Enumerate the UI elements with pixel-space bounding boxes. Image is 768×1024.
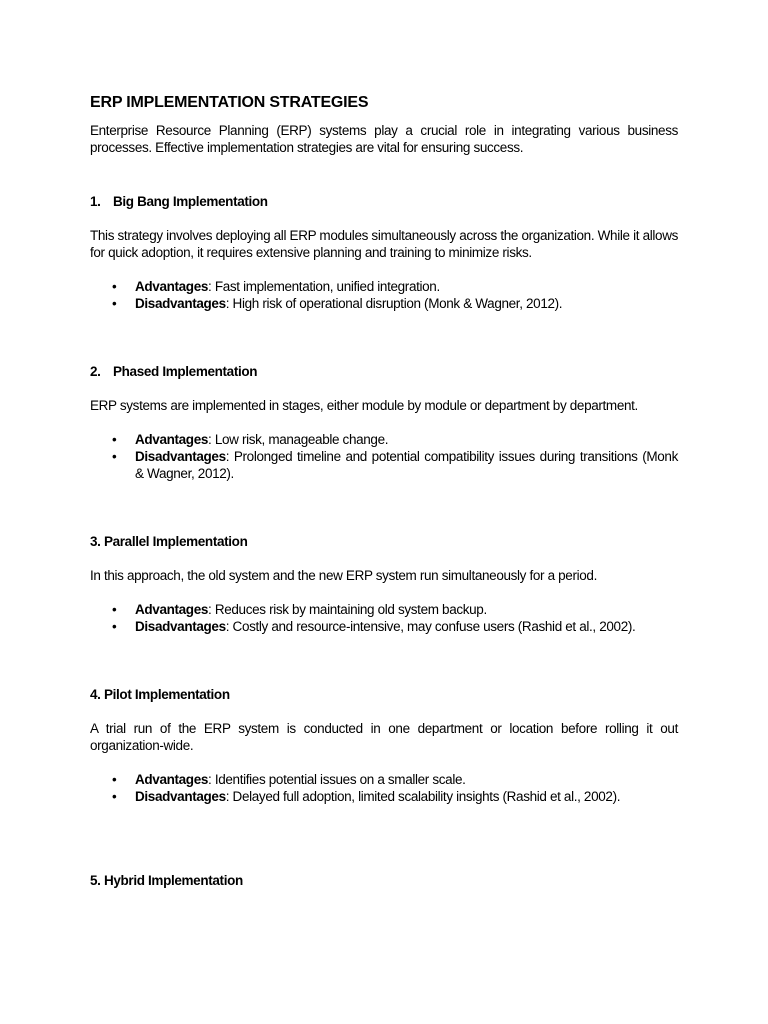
advantages-label: Advantages <box>135 279 209 294</box>
disadvantages-label: Disadvantages <box>135 449 226 464</box>
section-number: 1. <box>90 194 101 209</box>
list-item-advantages <box>135 771 678 788</box>
section-number: 5. <box>90 873 101 888</box>
list-item-advantages <box>135 278 678 295</box>
intro-paragraph: Enterprise Resource Planning (ERP) systems play a crucial role in integrating various business processes. Effective implementation strategies are vital for ensuring success. <box>90 123 678 155</box>
advantages-label: Advantages <box>135 772 209 787</box>
section-heading-parallel <box>90 533 678 550</box>
list-item-advantages <box>135 431 678 448</box>
document-title: ERP IMPLEMENTATION STRATEGIES <box>90 94 369 111</box>
disadvantages-label: Disadvantages <box>135 789 226 804</box>
bullet-list <box>90 601 678 635</box>
section-title: Hybrid Implementation <box>103 873 243 888</box>
section-description: In this approach, the old system and the new ERP system run simultaneously for a period. <box>90 568 597 583</box>
advantages-text: : Reduces risk by maintaining old system backup. <box>208 602 487 617</box>
advantages-text: : Identifies potential issues on a smaller scale. <box>208 772 466 787</box>
disadvantages-text: : Costly and resource-intensive, may confuse users (Rashid et al., 2002). <box>225 619 636 634</box>
document-page <box>90 93 678 906</box>
disadvantages-label: Disadvantages <box>135 296 226 311</box>
section-heading-pilot <box>90 686 678 703</box>
list-item-advantages <box>135 601 678 618</box>
advantages-label: Advantages <box>135 432 209 447</box>
section-description: This strategy involves deploying all ERP modules simultaneously across the organization. While it allows for quick adoption, it requires extensive planning and training to minimize risks. <box>90 228 678 260</box>
section-number: 4. <box>90 687 101 702</box>
disadvantages-text: : Prolonged timeline and potential compatibility issues during transitions (Monk & Wagner, 2012). <box>135 449 678 481</box>
section-heading-big-bang <box>90 193 678 210</box>
bullet-list <box>90 278 678 312</box>
list-item-disadvantages <box>135 788 678 805</box>
section-title: Big Bang Implementation <box>113 194 268 209</box>
disadvantages-label: Disadvantages <box>135 619 226 634</box>
list-item-disadvantages <box>135 618 678 635</box>
advantages-text: : Fast implementation, unified integration. <box>208 279 440 294</box>
list-item-disadvantages <box>135 295 678 312</box>
section-title: Parallel Implementation <box>103 534 248 549</box>
section-heading-hybrid <box>90 872 678 889</box>
section-heading-phased <box>90 363 678 380</box>
list-item-disadvantages <box>135 448 678 482</box>
disadvantages-text: : High risk of operational disruption (Monk & Wagner, 2012). <box>225 296 563 311</box>
section-description: ERP systems are implemented in stages, either module by module or department by department. <box>90 398 638 413</box>
disadvantages-text: : Delayed full adoption, limited scalability insights (Rashid et al., 2002). <box>225 789 621 804</box>
section-title: Pilot Implementation <box>103 687 230 702</box>
section-description: A trial run of the ERP system is conducted in one department or location before rolling it out organization-wide. <box>90 721 678 753</box>
bullet-list <box>90 431 678 482</box>
bullet-list <box>90 771 678 805</box>
section-title: Phased Implementation <box>113 364 258 379</box>
advantages-label: Advantages <box>135 602 209 617</box>
advantages-text: : Low risk, manageable change. <box>208 432 389 447</box>
section-number: 3. <box>90 534 101 549</box>
section-number: 2. <box>90 364 101 379</box>
